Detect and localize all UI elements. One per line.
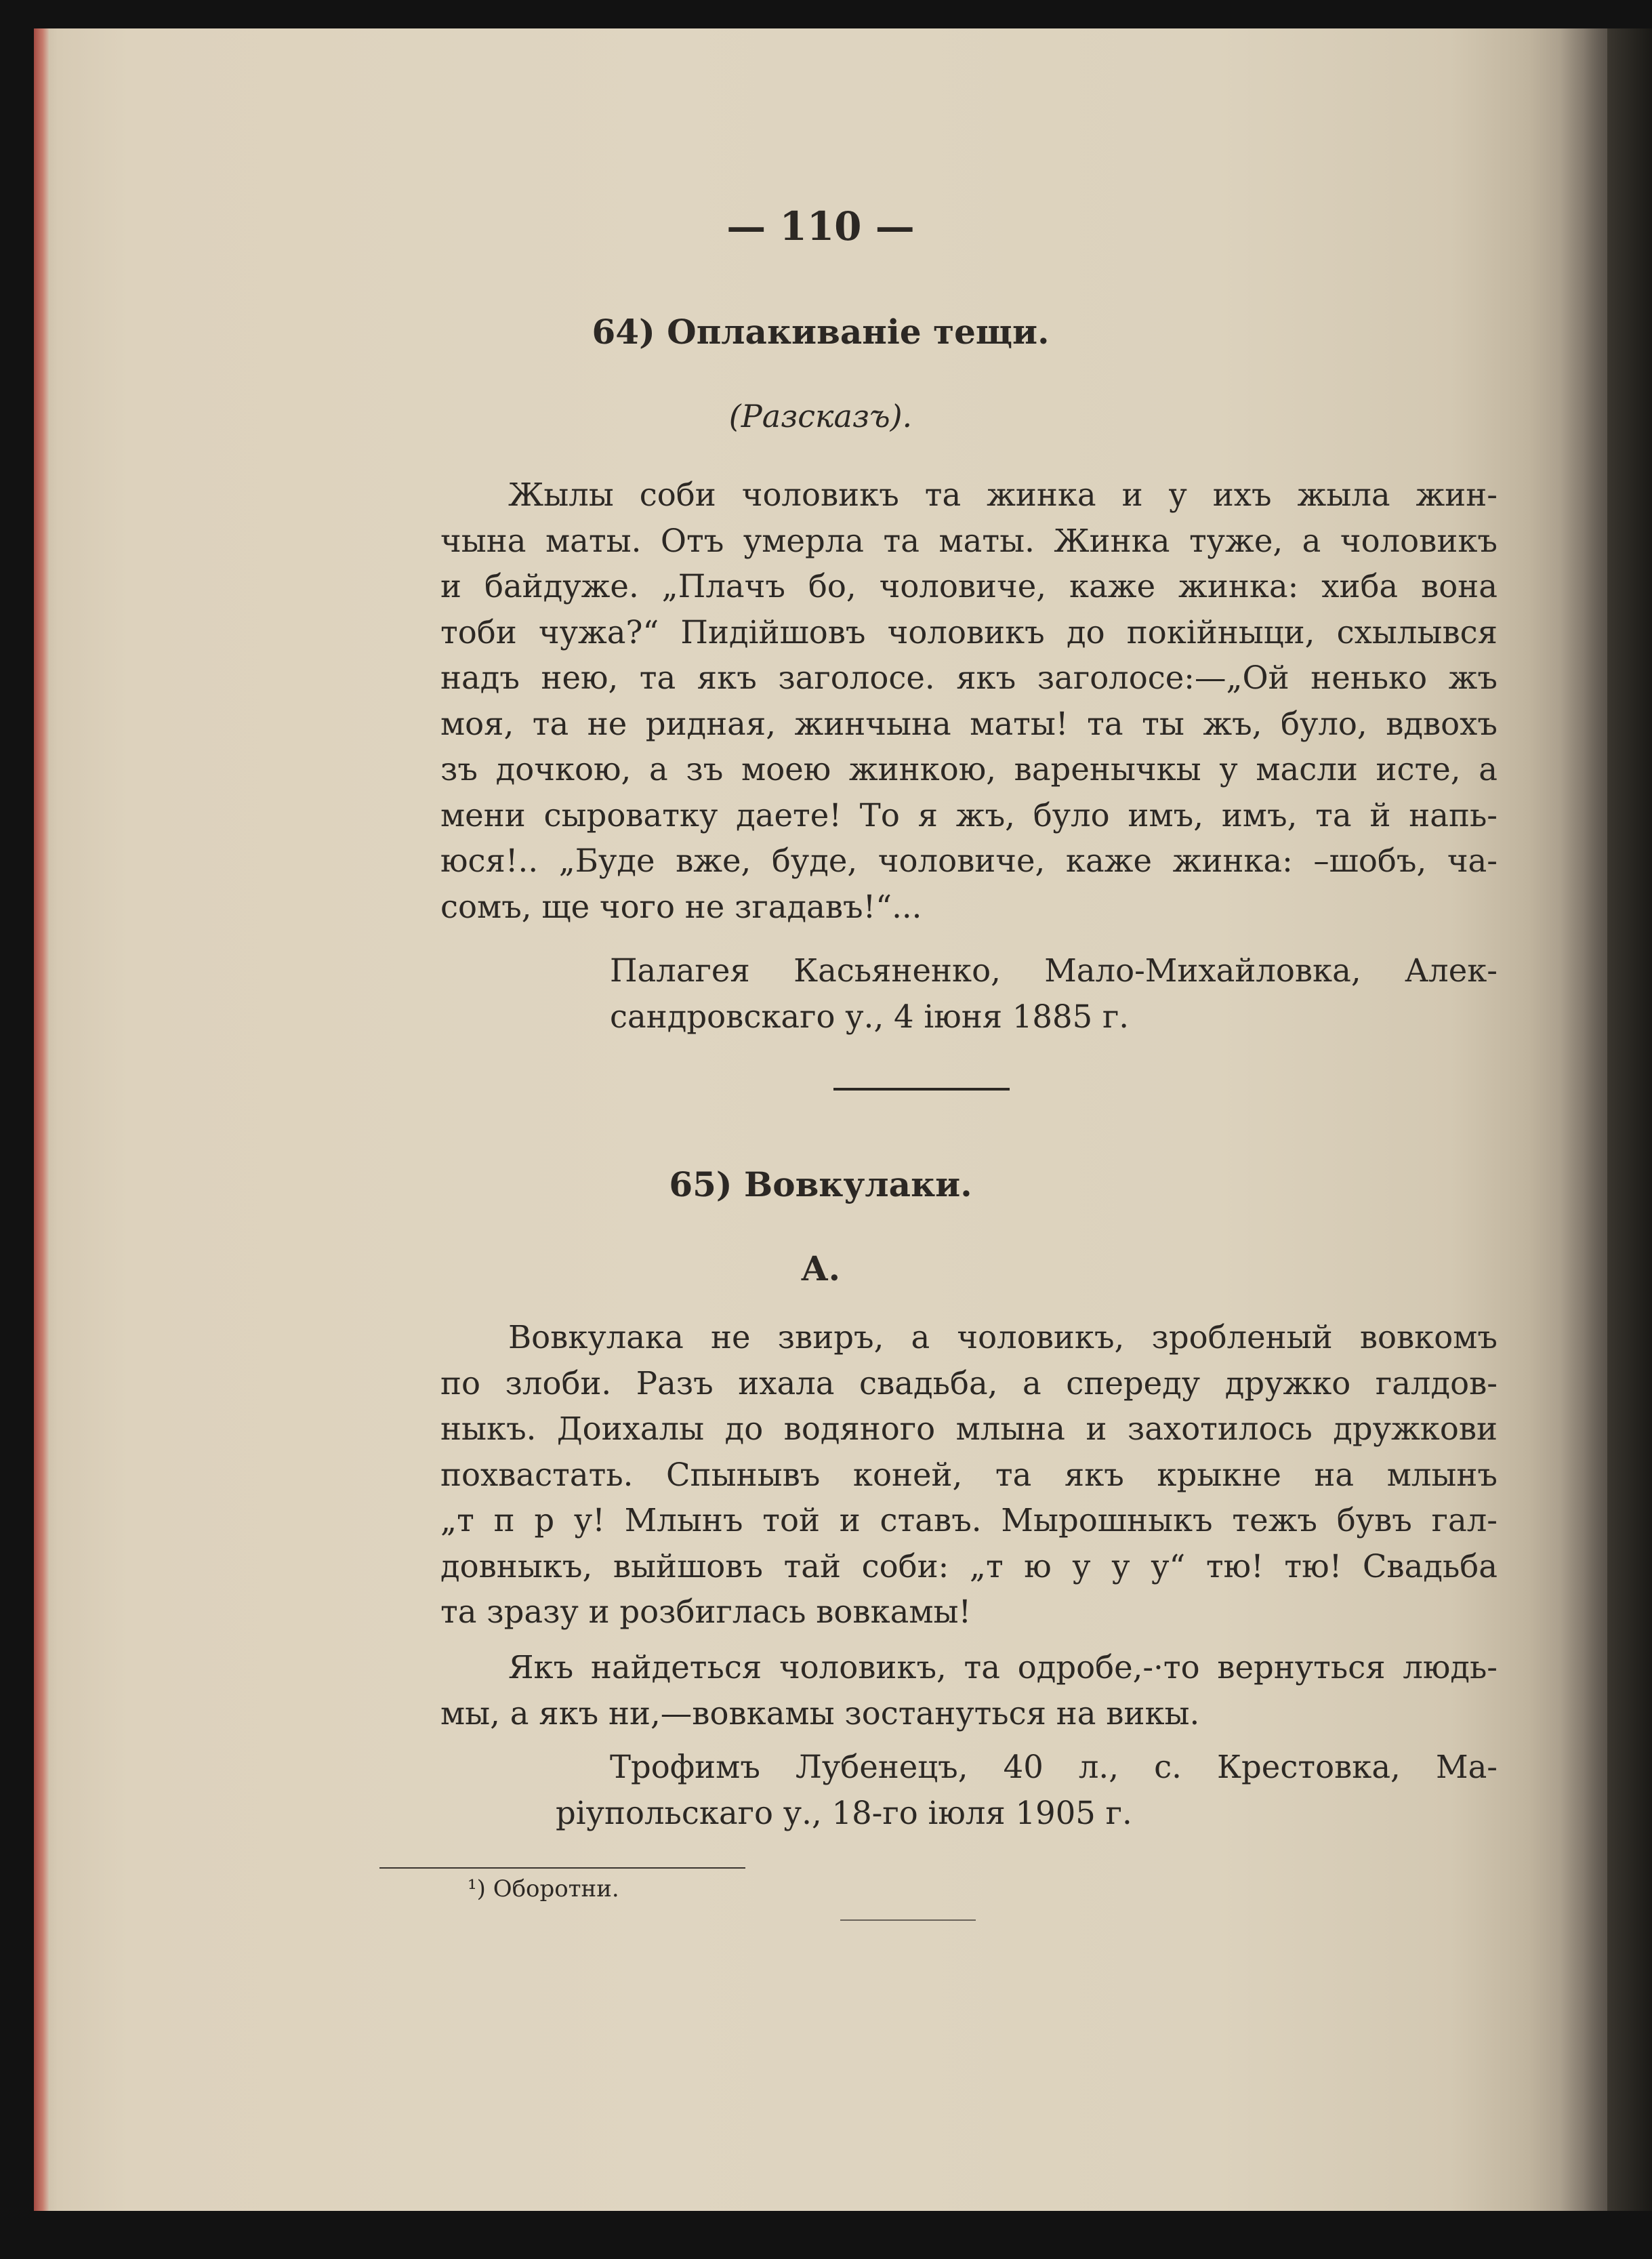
text-line: та зразу и розбиглась вовкамы! — [440, 1593, 972, 1630]
text-line: Жылы соби чоловикъ та жинка и у ихъ жыла жин- — [508, 476, 1498, 513]
text-line: сомъ, ще чого не згадавъ!“... — [440, 888, 922, 925]
footnote-divider — [379, 1867, 745, 1869]
text-line: Вовкулака не звиръ, а чоловикъ, зробленый вовкомъ — [508, 1319, 1498, 1356]
story-65-section-label: А. — [800, 1248, 841, 1288]
footnote: ¹) Оборотни. — [468, 1875, 619, 1902]
text-line: ныкъ. Доихалы до водяного млына и захотилось дружкови — [440, 1410, 1498, 1447]
book-page — [34, 28, 1607, 2211]
end-dash — [840, 1919, 976, 1921]
text-line: зъ дочкою, а зъ моею жинкою, варенычкы у масли исте, а — [440, 751, 1498, 788]
text-line: „т п р у! Млынъ той и ставъ. Мырошныкъ тежъ бувъ гал- — [440, 1502, 1498, 1539]
next-page-edge — [1607, 28, 1652, 2211]
story-65-signature-line-1: Трофимъ Лубенецъ, 40 л., с. Крестовка, Ма- — [610, 1749, 1498, 1785]
story-65-signature-line-2: ріупольскаго у., 18-го іюля 1905 г. — [556, 1795, 1132, 1831]
story-64-title: 64) Оплакиваніе тещи. — [592, 312, 1050, 352]
page-number: — 110 — — [726, 203, 915, 249]
text-line: мени сыроватку даете! То я жъ, було имъ, имъ, та й напь- — [440, 796, 1498, 834]
text-line: тоби чужа?“ Пидійшовъ чоловикъ до покійныци, схылывся — [440, 613, 1498, 651]
text-line: мы, а якъ ни,—вовкамы зостануться на викы. — [440, 1694, 1200, 1732]
story-64-subtitle: (Разсказъ). — [728, 398, 913, 434]
story-64-signature-line-1: Палагея Касьяненко, Мало-Михайловка, Алек- — [610, 952, 1498, 989]
text-line: довныкъ, выйшовъ тай соби: „т ю у у у“ тю! тю! Свадьба — [440, 1547, 1498, 1585]
page-red-edge — [34, 28, 49, 2211]
text-line: Якъ найдеться чоловикъ, та одробе,-·то вернуться людь- — [508, 1649, 1498, 1686]
text-line: по злоби. Разъ ихала свадьба, а спереду дружко галдов- — [440, 1364, 1498, 1402]
page-spine-shadow — [1560, 28, 1607, 2211]
text-line: и байдуже. „Плачъ бо, чоловиче, каже жинка: хиба вона — [440, 568, 1498, 605]
text-line: чына маты. Отъ умерла та маты. Жинка туже, а чоловикъ — [440, 522, 1498, 559]
text-line: надъ нею, та якъ заголосе. якъ заголосе:—„Ой ненько жъ — [440, 659, 1498, 696]
story-65-paragraph-2 — [440, 1645, 1498, 1736]
story-65-title: 65) Вовкулаки. — [669, 1164, 972, 1204]
story-64-body — [440, 472, 1498, 930]
story-64-signature-line-2: сандровскаго у., 4 іюня 1885 г. — [610, 998, 1130, 1035]
section-divider — [833, 1088, 1010, 1091]
text-line: юся!.. „Буде вже, буде, чоловиче, каже жинка: –шобъ, ча- — [440, 842, 1498, 879]
story-65-paragraph-1 — [440, 1315, 1498, 1635]
text-line: похвастать. Спынывъ коней, та якъ крыкне на млынъ — [440, 1456, 1498, 1493]
text-line: моя, та не ридная, жинчына маты! та ты жъ, було, вдвохъ — [440, 705, 1498, 742]
